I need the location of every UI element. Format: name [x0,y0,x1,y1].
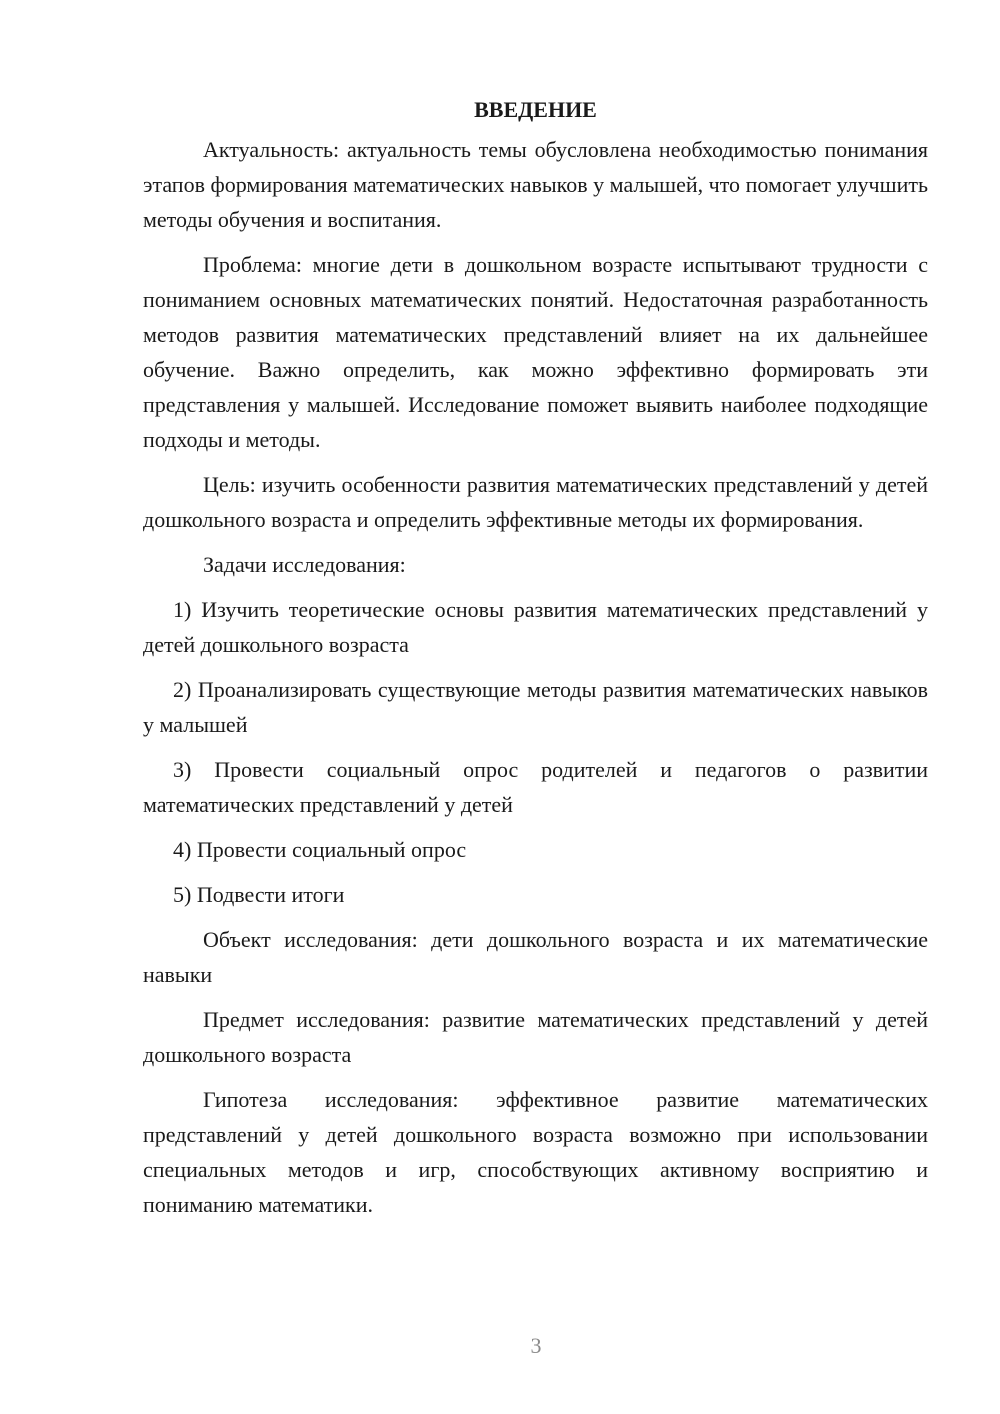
task-item: 1) Изучить теоретические основы развития математических представлений у детей дошкольного возраста [143,597,928,657]
relevance-paragraph: Актуальность: актуальность темы обусловлена необходимостью понимания этапов формирования математических навыков у малышей, что помогает улучшить методы обучения и воспитания. [143,137,928,232]
object-paragraph: Объект исследования: дети дошкольного возраста и их математические навыки [143,927,928,987]
goal-paragraph: Цель: изучить особенности развития математических представлений у детей дошкольного возраста и определить эффективные методы их формирования. [143,472,928,532]
problem-paragraph: Проблема: многие дети в дошкольном возрасте испытывают трудности с пониманием основных математических понятий. Недостаточная разработанность методов развития математических представлений влияет на их дальнейшее обучение. Важно определить, как можно эффективно формировать эти представления у малышей. Исследование поможет выявить наиболее подходящие подходы и методы. [143,252,928,452]
task-item: 5) Подвести итоги [173,882,345,907]
tasks-heading: Задачи исследования: [203,552,406,577]
section-heading: ВВЕДЕНИЕ [474,97,597,122]
page-number: 3 [530,1333,542,1358]
task-item: 3) Провести социальный опрос родителей и педагогов о развитии математических представлений у детей [143,757,928,817]
task-item: 4) Провести социальный опрос [173,837,467,862]
task-item: 2) Проанализировать существующие методы развития математических навыков у малышей [143,677,928,737]
hypothesis-paragraph: Гипотеза исследования: эффективное развитие математических представлений у детей дошкольного возраста возможно при использовании специальных методов и игр, способствующих активному восприятию и пониманию математики. [143,1087,928,1217]
document-body [143,92,928,1232]
subject-paragraph: Предмет исследования: развитие математических представлений у детей дошкольного возраста [143,1007,928,1067]
